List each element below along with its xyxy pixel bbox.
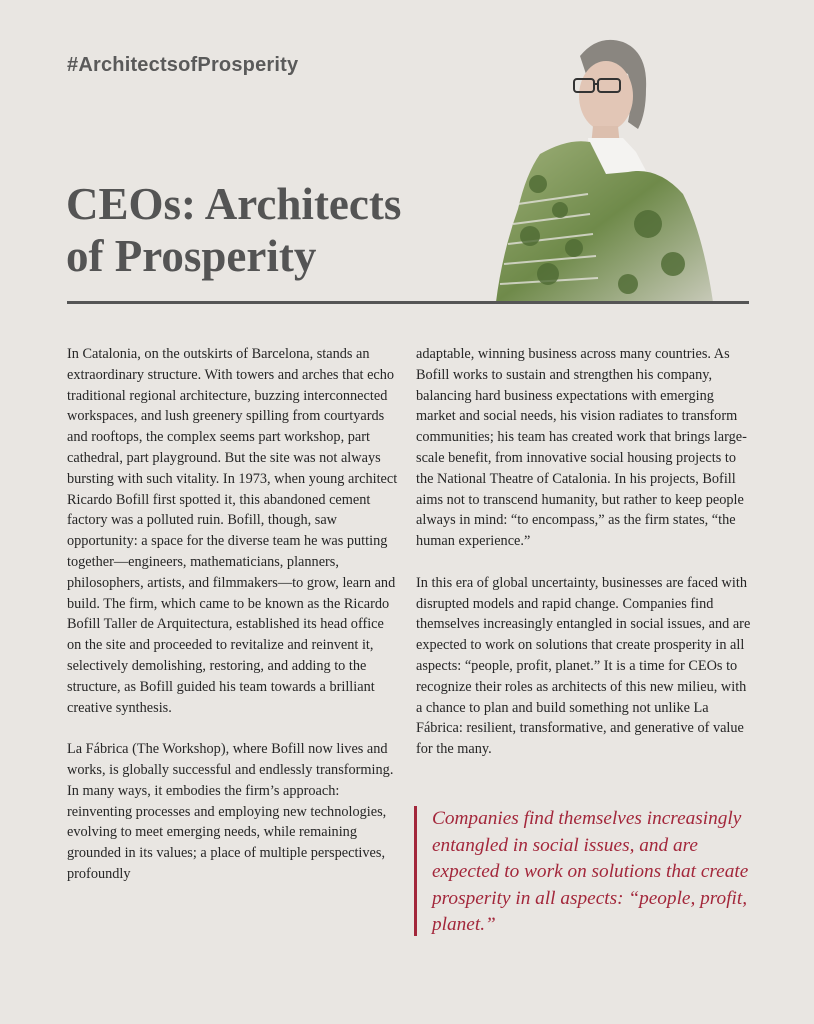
column-left [67, 344, 399, 906]
face [579, 61, 633, 131]
title-line-1: CEOs: Architects [66, 179, 402, 229]
divider-rule [67, 301, 749, 304]
hashtag: #ArchitectsofProsperity [67, 54, 299, 76]
paragraph: In this era of global uncertainty, businesses are faced with disrupted models and rapid change. Companies find themselves increasingly entangled in social issues, and are expected to work on solutions that create prosperity in all aspects: “people, profit, planet.” It is a time for CEOs to recognize their roles as architects of this new milieu, with a chance to plan and build something not unlike La Fábrica: resilient, transformative, and generative of value for the many. [416, 574, 751, 758]
page-title [66, 178, 426, 282]
column-right [416, 344, 754, 781]
paragraph: In Catalonia, on the outskirts of Barcelona, stands an extraordinary structure. With towers and arches that echo traditional regional architecture, buzzing interconnected workspaces, and lush greenery spilling from courtyards and rooftops, the complex seems part workshop, part cathedral, part playground. But the site was not always bursting with such vitality. In 1973, when young architect Ricardo Bofill first spotted it, this abandoned cement factory was a polluted ruin. Bofill, though, saw opportunity: a space for the diverse team he was putting together—engineers, mathematicians, planners, philosophers, artists, and filmmakers—to grow, learn and build. The firm, which came to be known as the Ricardo Bofill Taller de Arquitectura, established its head office on the site and proceeded to revitalize and reinvent it, selectively demolishing, restoring, and adding to the structure, as Bofill guided his team towards a brilliant creative synthesis. [67, 346, 398, 716]
paragraph: La Fábrica (The Workshop), where Bofill now lives and works, is globally successful and endlessly transforming. In many ways, it embodies the firm’s approach: reinventing processes and employing new technologies, evolving to meet emerging needs, while remaining grounded in its values; a place of multiple perspectives, profoundly [67, 741, 394, 882]
pull-quote: Companies find themselves increasingly entangled in social issues, and are expected to work on solutions that create prosperity in all aspects: “people, profit, planet.” [414, 806, 754, 936]
title-line-2: of Prosperity [66, 231, 317, 281]
hero-illustration [478, 34, 728, 302]
paragraph: adaptable, winning business across many countries. As Bofill works to sustain and strengthen his company, balancing hard business expectations with emerging market and social needs, his vision radiates to transform communities; his team has created work that brings large-scale benefit, from innovative social housing projects to the National Theatre of Catalonia. In his projects, Bofill aims not to transcend humanity, but rather to keep people always in mind: “to encompass,” as the firm states, “the human experience.” [416, 346, 747, 550]
